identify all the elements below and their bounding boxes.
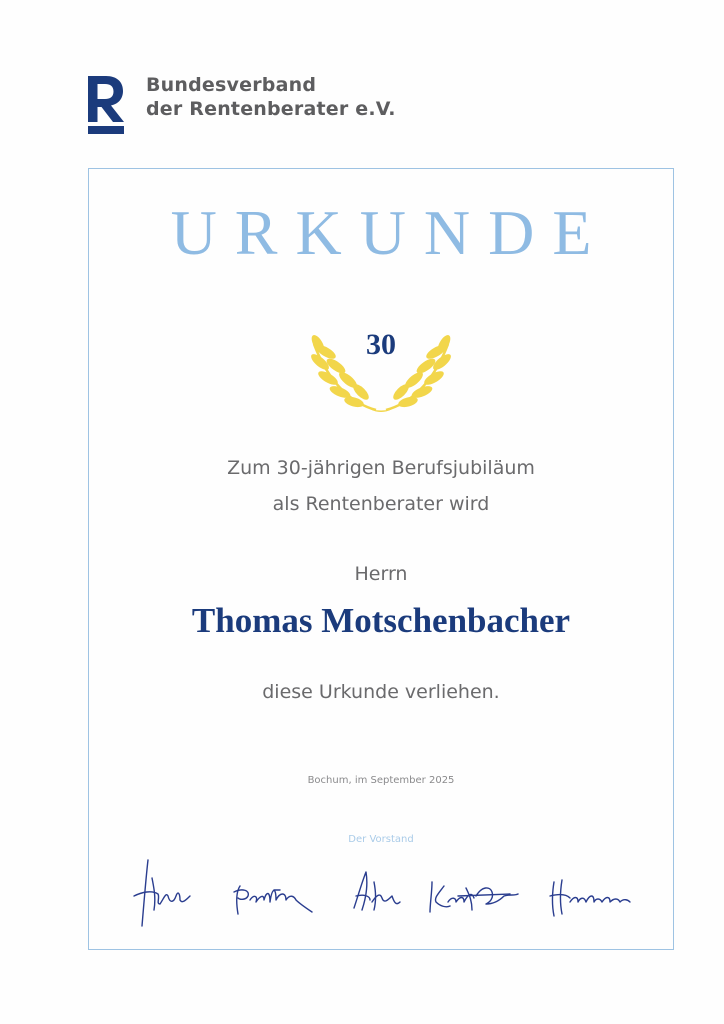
signature-1: [134, 860, 190, 926]
signature-5: [550, 880, 630, 916]
intro-line-1: Zum 30-jährigen Berufsjubiläum: [227, 457, 535, 479]
organization-name: [146, 73, 396, 121]
certificate-title: URKUNDE: [170, 197, 610, 268]
place-date: Bochum, im September 2025: [307, 775, 455, 786]
signatures-row: [130, 852, 640, 932]
recipient-name: Thomas Motschenbacher: [191, 601, 571, 640]
board-label: Der Vorstand: [348, 834, 414, 845]
organization-name-line1: Bundesverband: [146, 74, 317, 96]
signature-3: [354, 872, 400, 910]
closing-line: diese Urkunde verliehen.: [262, 681, 500, 703]
association-logo-icon: [86, 74, 126, 136]
salutation: Herrn: [354, 563, 408, 585]
intro-line-2: als Rentenberater wird: [272, 493, 490, 515]
organization-name-line2: der Rentenberater e.V.: [146, 98, 396, 120]
jubilee-number: 30: [366, 328, 396, 361]
signature-4: [430, 882, 518, 912]
signature-2: [234, 886, 312, 914]
